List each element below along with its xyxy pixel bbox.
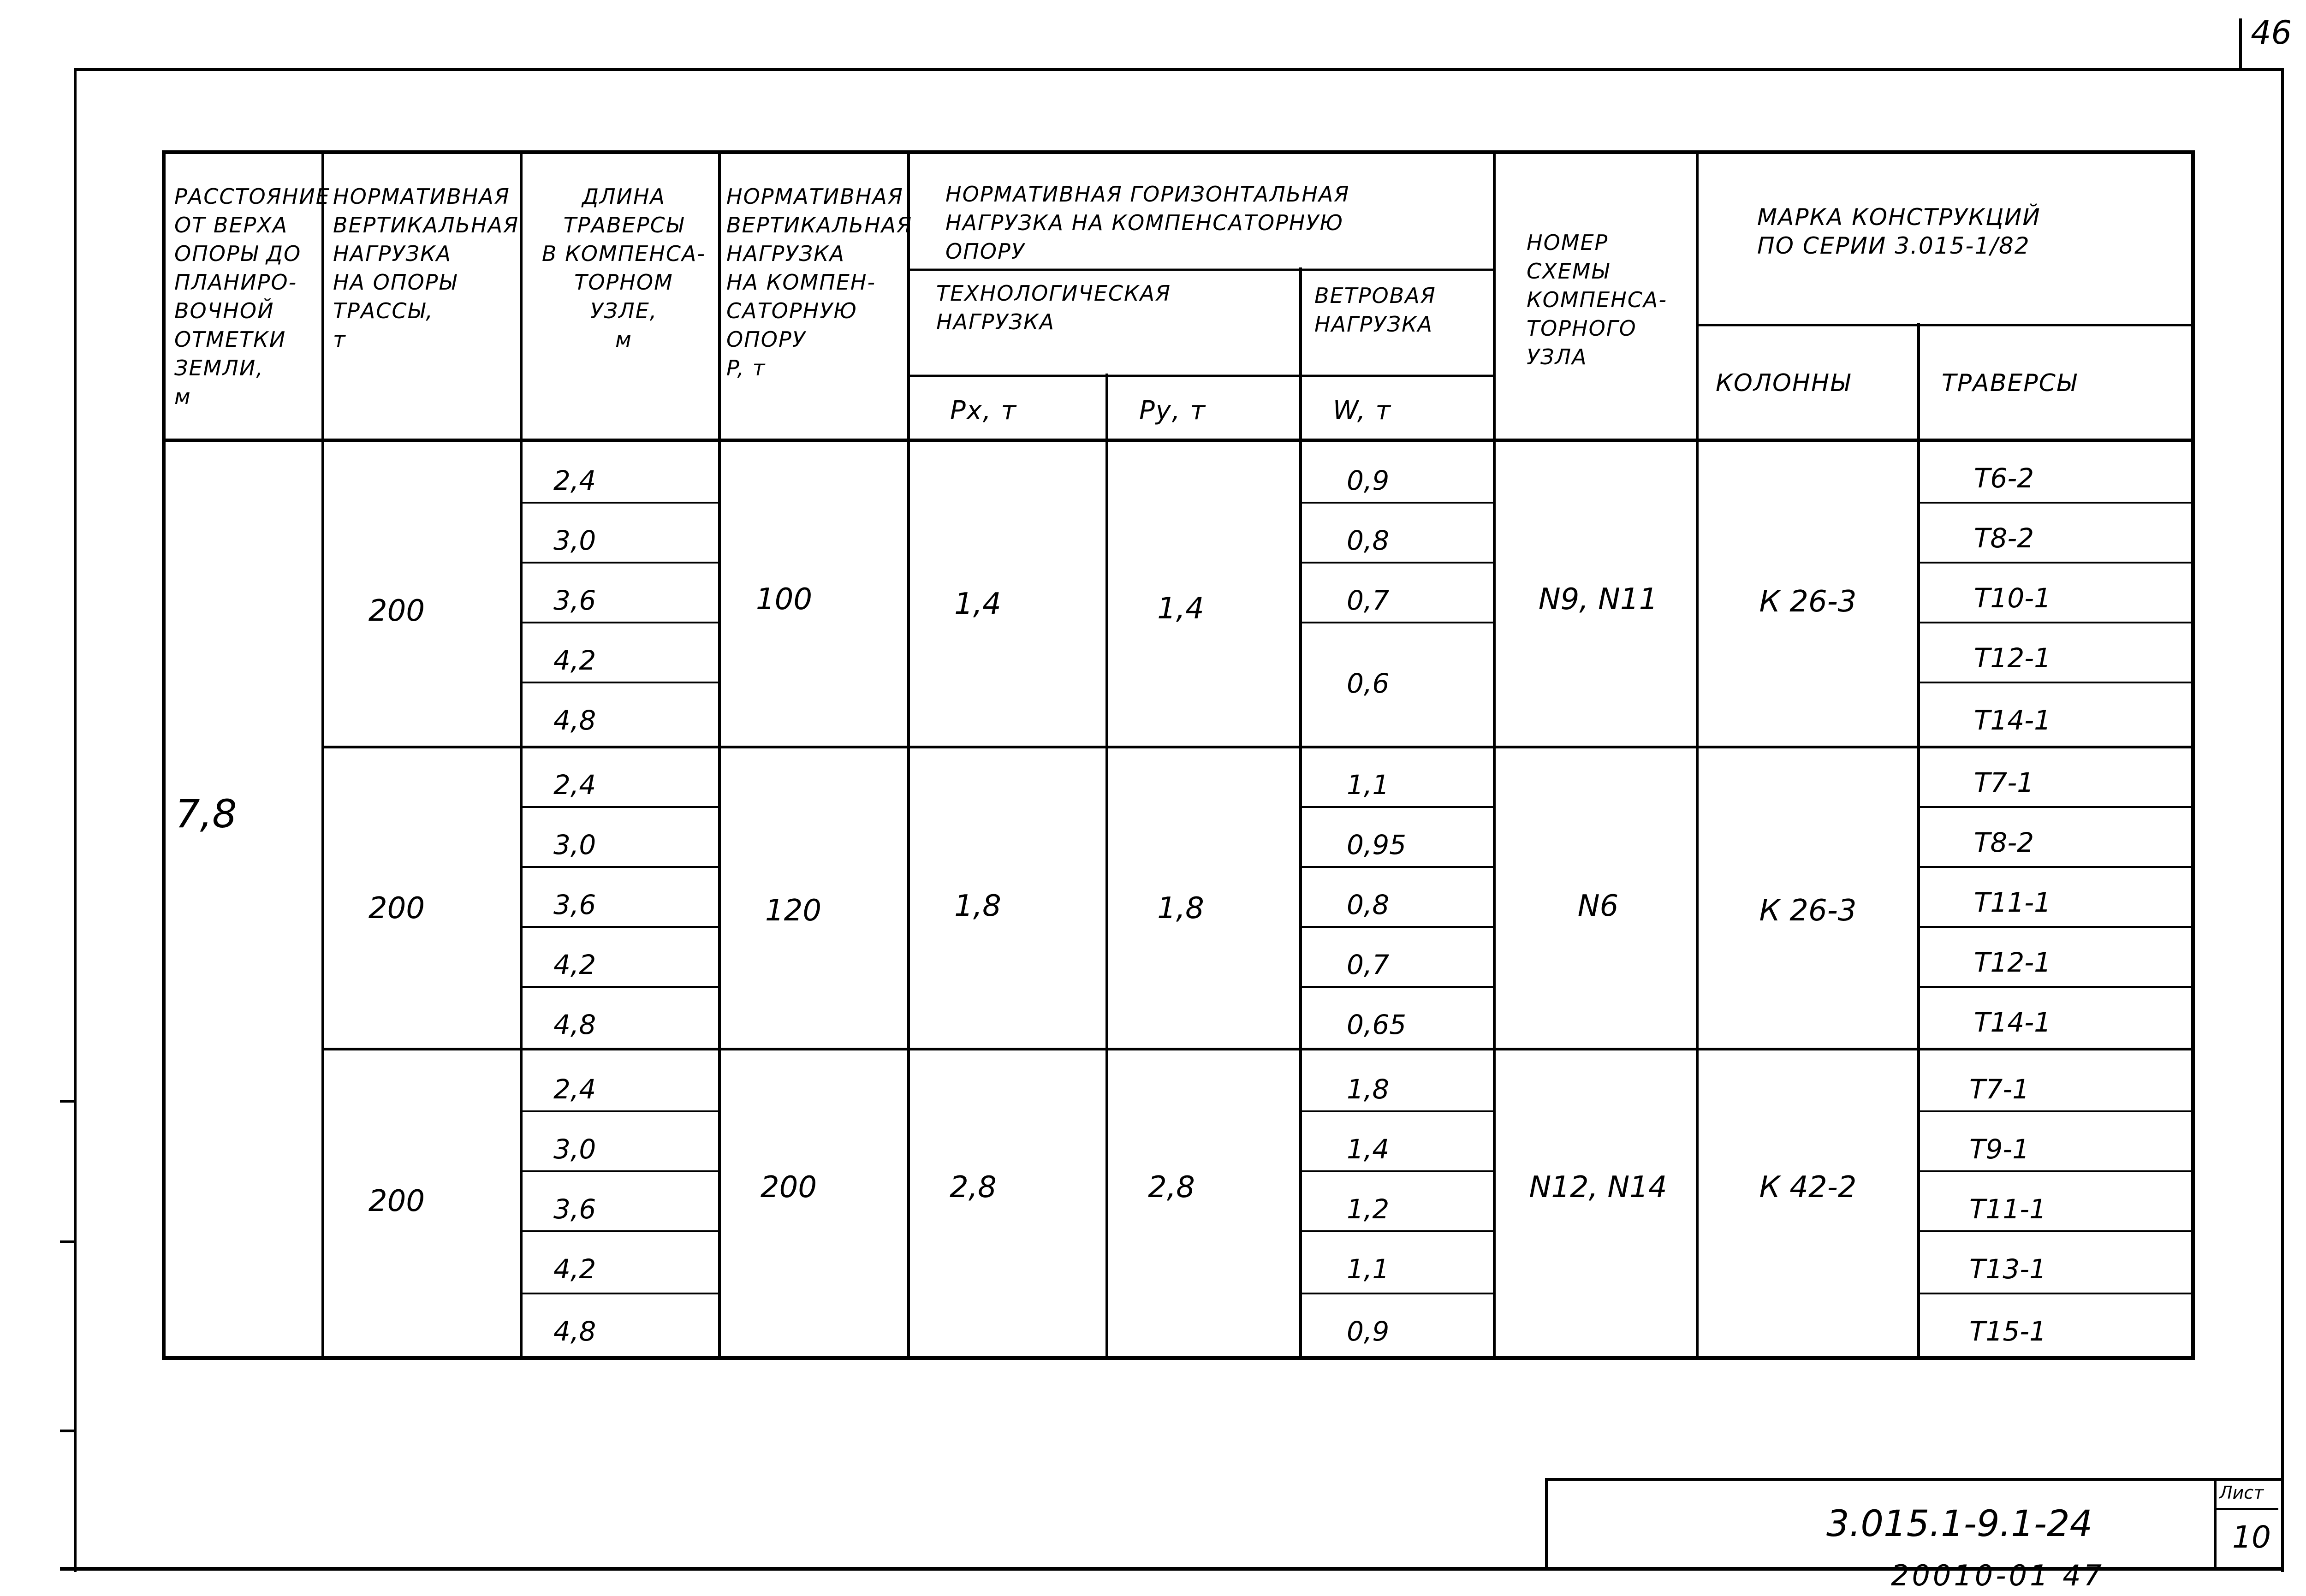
comp-load-value: 100 (755, 582, 813, 617)
vert-load-route-value: 200 (368, 891, 425, 926)
traverse-mark-value: Т10-1 (1974, 582, 2051, 614)
sheet-corner-number: 46 (2251, 14, 2292, 52)
traverse-mark-value: Т9-1 (1969, 1133, 2030, 1165)
traverse-mark-value: Т15-1 (1969, 1316, 2047, 1347)
wind-value: 1,1 (1347, 769, 1390, 801)
px-value: 1,8 (954, 889, 1001, 923)
traverse-length-value: 4,2 (553, 1253, 596, 1285)
header-vert-load-comp: НОРМАТИВНАЯ ВЕРТИКАЛЬНАЯ НАГРУЗКА НА КОМПЕН- САТОРНУЮ ОПОРУ P, т (726, 184, 913, 380)
traverse-mark-value: Т14-1 (1974, 705, 2051, 736)
wind-value: 0,9 (1347, 1316, 1390, 1347)
traverse-length-value: 4,2 (553, 949, 596, 980)
sheet-number: 10 (2232, 1519, 2271, 1555)
traverse-mark-value: Т14-1 (1974, 1007, 2051, 1038)
wind-value: 0,8 (1347, 525, 1390, 556)
comp-load-value: 200 (760, 1170, 817, 1204)
footer-code: 20010-01 47 (1891, 1559, 2105, 1592)
scheme-value: N9, N11 (1538, 582, 1658, 617)
wind-value: 1,4 (1347, 1133, 1390, 1165)
wind-value: 0,7 (1347, 949, 1390, 980)
traverse-length-value: 2,4 (553, 465, 596, 496)
column-value: К 26-3 (1759, 585, 1857, 619)
wind-value: 1,8 (1347, 1074, 1390, 1105)
traverse-length-value: 4,8 (553, 705, 596, 736)
wind-value: 0,65 (1347, 1009, 1407, 1040)
header-traverse-length: ДЛИНА ТРАВЕРСЫ В КОМПЕНСА- ТОРНОМ УЗЛЕ, м (541, 184, 706, 352)
title-block-divider (2214, 1508, 2278, 1510)
traverse-length-value: 4,8 (553, 1009, 596, 1040)
header-scheme: НОМЕР СХЕМЫ КОМПЕНСА- ТОРНОГО УЗЛА (1527, 230, 1667, 369)
header-horiz-load: НОРМАТИВНАЯ ГОРИЗОНТАЛЬНАЯ НАГРУЗКА НА КОМПЕНСАТОРНУЮ ОПОРУ (945, 182, 1350, 264)
traverse-mark-value: Т7-1 (1969, 1074, 2030, 1105)
py-value: 1,4 (1157, 592, 1204, 626)
wind-value: 0,6 (1347, 668, 1390, 699)
sheet-label: Лист (2219, 1483, 2264, 1503)
traverse-length-value: 3,6 (553, 585, 596, 616)
header-mark: МАРКА КОНСТРУКЦИЙ ПО СЕРИИ 3.015-1/82 (1757, 204, 2041, 259)
vert-load-route-value: 200 (368, 594, 425, 628)
traverse-mark-value: Т12-1 (1974, 947, 2051, 978)
column-value: К 42-2 (1759, 1170, 1857, 1204)
comp-load-value: 120 (765, 894, 822, 928)
traverse-length-value: 2,4 (553, 1074, 596, 1105)
wind-value: 1,1 (1347, 1253, 1390, 1285)
traverse-length-value: 4,2 (553, 645, 596, 676)
traverse-length-value: 3,0 (553, 1133, 596, 1165)
title-block-divider (2214, 1478, 2217, 1568)
scheme-value: N12, N14 (1529, 1170, 1667, 1204)
column-value: К 26-3 (1759, 894, 1857, 928)
traverse-mark-value: Т6-2 (1974, 463, 2034, 494)
wind-value: 0,9 (1347, 465, 1390, 496)
header-wind-load: ВЕТРОВАЯ НАГРУЗКА (1314, 283, 1436, 337)
wind-value: 0,7 (1347, 585, 1390, 616)
traverse-length-value: 3,0 (553, 829, 596, 860)
traverse-mark-value: Т11-1 (1974, 887, 2051, 918)
py-value: 2,8 (1148, 1170, 1195, 1204)
py-value: 1,8 (1157, 891, 1204, 926)
header-columns: КОЛОННЫ (1716, 369, 1851, 397)
traverse-length-value: 3,0 (553, 525, 596, 556)
traverse-mark-value: Т7-1 (1974, 767, 2034, 798)
distance-value: 7,8 (175, 791, 237, 837)
wind-value: 0,95 (1347, 829, 1407, 860)
scheme-value: N6 (1577, 889, 1619, 923)
header-tech-load: ТЕХНОЛОГИЧЕСКАЯ НАГРУЗКА (936, 281, 1171, 334)
traverse-mark-value: Т8-2 (1974, 522, 2034, 554)
traverse-length-value: 3,6 (553, 889, 596, 920)
doc-number: 3.015.1-9.1-24 (1826, 1503, 2093, 1545)
wind-value: 0,8 (1347, 889, 1390, 920)
traverse-mark-value: Т11-1 (1969, 1193, 2047, 1225)
wind-value: 1,2 (1347, 1193, 1390, 1225)
header-vert-load-route: НОРМАТИВНАЯ ВЕРТИКАЛЬНАЯ НАГРУЗКА НА ОПОРЫ ТРАССЫ, т (333, 184, 519, 352)
px-value: 1,4 (954, 587, 1001, 621)
traverse-mark-value: Т13-1 (1969, 1253, 2047, 1285)
vert-load-route-value: 200 (368, 1184, 425, 1218)
header-py: Pу, т (1139, 396, 1206, 426)
traverse-mark-value: Т8-2 (1974, 827, 2034, 858)
header-traverses: ТРАВЕРСЫ (1942, 369, 2077, 397)
header-distance: РАССТОЯНИЕ ОТ ВЕРХА ОПОРЫ ДО ПЛАНИРО- ВОЧНОЙ ОТМЕТКИ ЗЕМЛИ, м (174, 184, 330, 409)
traverse-mark-value: Т12-1 (1974, 642, 2051, 674)
header-w: W, т (1333, 396, 1392, 426)
traverse-length-value: 4,8 (553, 1316, 596, 1347)
px-value: 2,8 (950, 1170, 997, 1204)
traverse-length-value: 3,6 (553, 1193, 596, 1225)
traverse-length-value: 2,4 (553, 769, 596, 801)
header-px: Pх, т (950, 396, 1017, 426)
